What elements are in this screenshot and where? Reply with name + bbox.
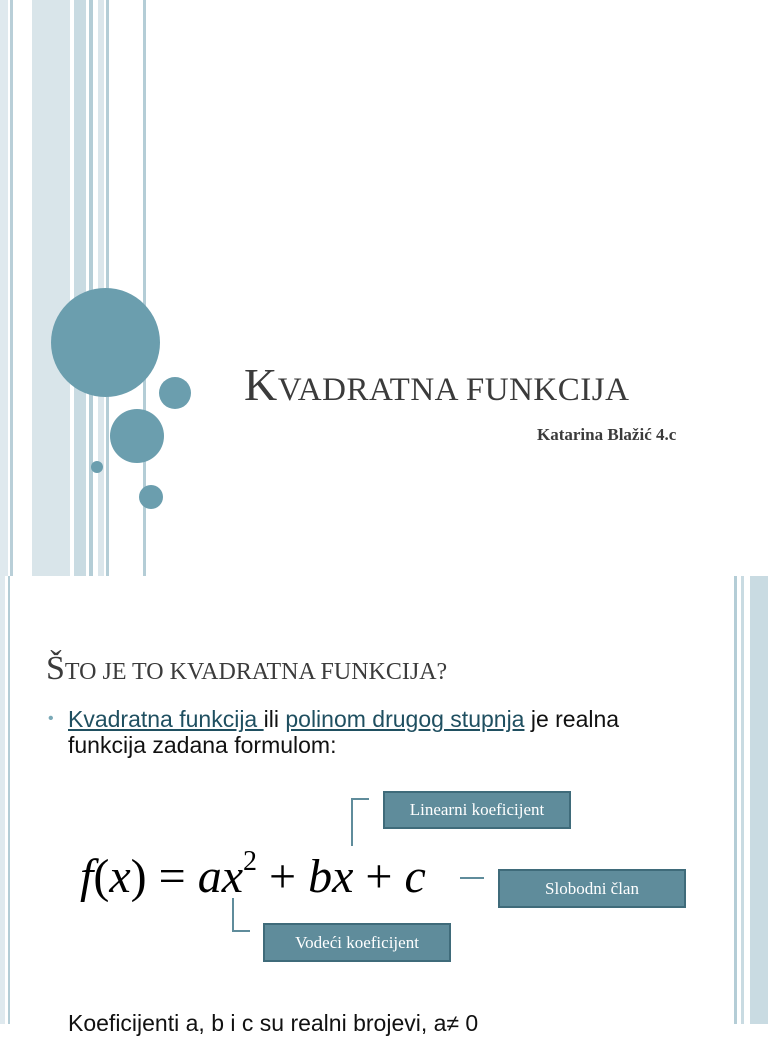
- formula-a: a: [197, 850, 222, 903]
- heading-rest: TO JE TO KVADRATNA FUNKCIJA?: [64, 659, 448, 685]
- bullet-connector: ili: [263, 706, 279, 732]
- title-rest: VADRATNA FUNKCIJA: [277, 372, 630, 408]
- link-kvadratna-funkcija[interactable]: Kvadratna funkcija: [68, 706, 264, 732]
- formula-x: x: [332, 850, 354, 903]
- decor-circle: [139, 485, 163, 509]
- formula-x: x: [109, 850, 131, 903]
- decor-stripe: [89, 0, 93, 576]
- formula-plus: +: [353, 850, 405, 903]
- decor-stripe: [10, 0, 13, 576]
- quadratic-formula: [80, 848, 426, 901]
- decor-stripe: [750, 576, 768, 1024]
- bullet-rest: je realna funkcija zadana formulom:: [68, 706, 620, 758]
- decor-circle: [91, 461, 103, 473]
- formula-paren: (: [93, 850, 110, 903]
- decor-circle: [159, 377, 191, 409]
- slide-heading: [46, 652, 447, 686]
- bullet-item: [48, 706, 688, 758]
- decor-stripe: [734, 576, 737, 1024]
- decor-stripe: [74, 0, 86, 576]
- formula-c: c: [404, 850, 426, 903]
- connector-leading: [232, 898, 250, 932]
- connector-constant: [460, 877, 484, 879]
- formula-b: b: [308, 850, 333, 903]
- decor-circle: [51, 288, 160, 397]
- formula-f: f: [80, 850, 94, 903]
- slide-title: [244, 359, 630, 410]
- decor-stripe: [0, 0, 8, 576]
- decor-stripe: [0, 576, 5, 1024]
- coefficients-note: Koeficijenti a, b i c su realni brojevi, a≠ 0: [68, 1010, 479, 1036]
- formula-x: x: [221, 850, 244, 903]
- formula-plus: +: [257, 850, 309, 903]
- decor-stripe: [32, 0, 70, 576]
- formula-exponent: 2: [243, 846, 258, 877]
- decor-circle: [110, 409, 164, 463]
- heading-initial: Š: [46, 650, 65, 687]
- bullet-text: [68, 706, 688, 758]
- formula-paren: ): [130, 850, 147, 903]
- label-linear-coefficient: Linearni koeficijent: [383, 791, 571, 829]
- link-polinom-drugog-stupnja[interactable]: polinom drugog stupnja: [285, 706, 525, 732]
- title-initial: K: [244, 359, 278, 410]
- decor-stripe: [8, 576, 10, 1024]
- author-subtitle: Katarina Blažić 4.c: [537, 425, 677, 444]
- decor-stripe: [741, 576, 744, 1024]
- connector-linear: [351, 798, 369, 846]
- bullet-dot-icon: •: [48, 710, 54, 727]
- label-constant-term: Slobodni član: [498, 869, 686, 908]
- label-leading-coefficient: Vodeći koeficijent: [263, 923, 451, 962]
- formula-equals: =: [146, 850, 198, 903]
